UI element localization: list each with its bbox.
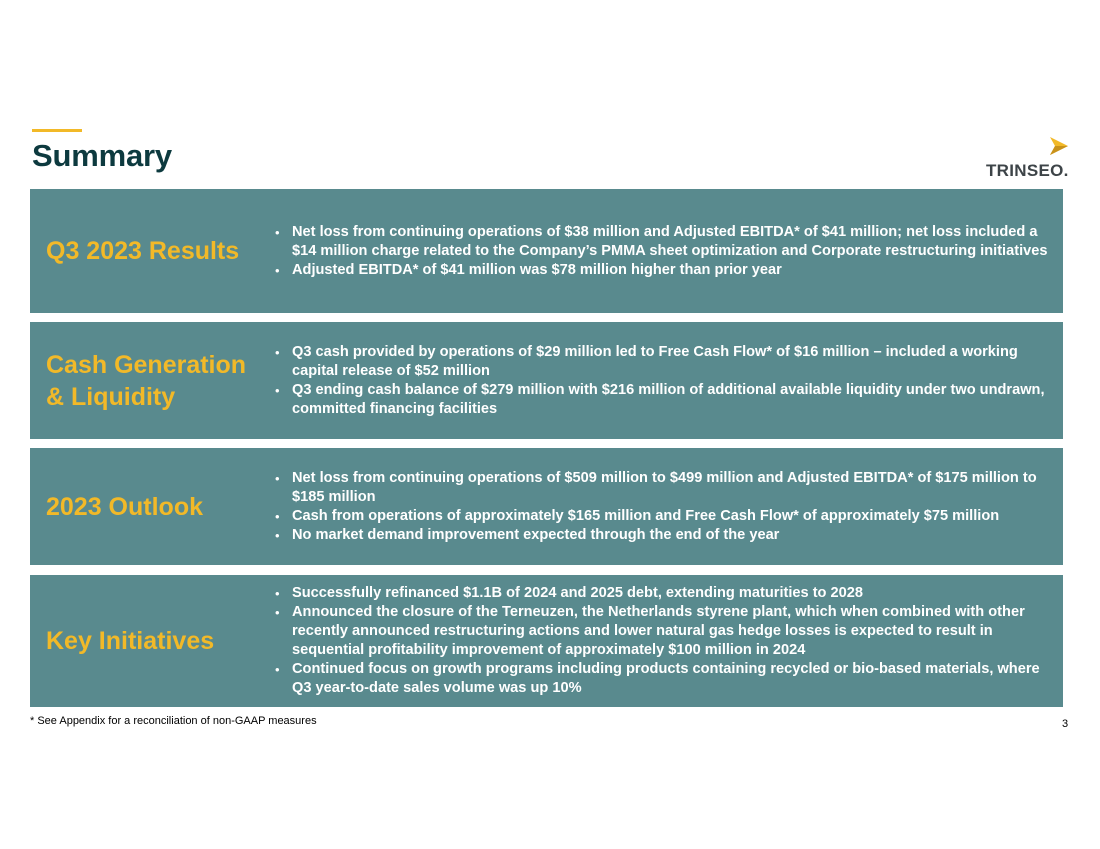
bullet-item: • Continued focus on growth programs including products containing recycled or bio-based materials, where Q3 year-to-date sales volume was up 10% bbox=[274, 660, 1053, 698]
bullet-item: • Q3 cash provided by operations of $29 million led to Free Cash Flow* of $16 million – included a working capital release of $52 million bbox=[274, 343, 1053, 381]
bullet-item: • Cash from operations of approximately $165 million and Free Cash Flow* of approximately $75 million bbox=[274, 507, 1053, 526]
panel-heading: 2023 Outlook bbox=[46, 492, 203, 521]
trinseo-logo bbox=[982, 136, 1078, 182]
panel-2023-outlook bbox=[30, 448, 1063, 565]
panel-q3-results bbox=[30, 189, 1063, 313]
bullet-list bbox=[264, 469, 1063, 545]
footnote: * See Appendix for a reconciliation of non-GAAP measures bbox=[30, 715, 317, 727]
bullet-item: • Net loss from continuing operations of $509 million to $499 million and Adjusted EBITDA* of $175 million to $185 million bbox=[274, 469, 1053, 507]
panel-heading: Cash Generation & Liquidity bbox=[46, 350, 247, 411]
bullet-item: • Adjusted EBITDA* of $41 million was $78 million higher than prior year bbox=[274, 261, 1053, 280]
bullet-list bbox=[264, 343, 1063, 419]
bullet-item: • Successfully refinanced $1.1B of 2024 and 2025 debt, extending maturities to 2028 bbox=[274, 584, 1053, 603]
bullet-list bbox=[264, 223, 1063, 280]
bullet-item: • Q3 ending cash balance of $279 million with $216 million of additional available liquidity under two undrawn, committed financing facilities bbox=[274, 381, 1053, 419]
bullet-item: • No market demand improvement expected through the end of the year bbox=[274, 526, 1053, 545]
panel-heading: Key Initiatives bbox=[46, 627, 215, 655]
title-accent-line bbox=[32, 129, 82, 132]
page-title: Summary bbox=[32, 138, 172, 173]
bullet-item: • Net loss from continuing operations of $38 million and Adjusted EBITDA* of $41 million; net loss included a $14 million charge related to the Company’s PMMA sheet optimization and Corporate restructuring initiatives bbox=[274, 223, 1053, 261]
panel-heading: Q3 2023 Results bbox=[46, 237, 240, 265]
bullet-list bbox=[264, 584, 1063, 698]
panel-key-initiatives bbox=[30, 575, 1063, 707]
bullet-item: • Announced the closure of the Terneuzen, the Netherlands styrene plant, which when combined with other recently announced restructuring actions and lower natural gas hedge losses is expected to result in sequential profitability improvement of approximately $100 million in 2024 bbox=[274, 603, 1053, 660]
panel-cash-generation bbox=[30, 322, 1063, 439]
page-number: 3 bbox=[1062, 718, 1069, 730]
logo-wordmark: TRINSEO. bbox=[986, 161, 1069, 180]
logo-arrow-icon bbox=[1048, 136, 1070, 156]
